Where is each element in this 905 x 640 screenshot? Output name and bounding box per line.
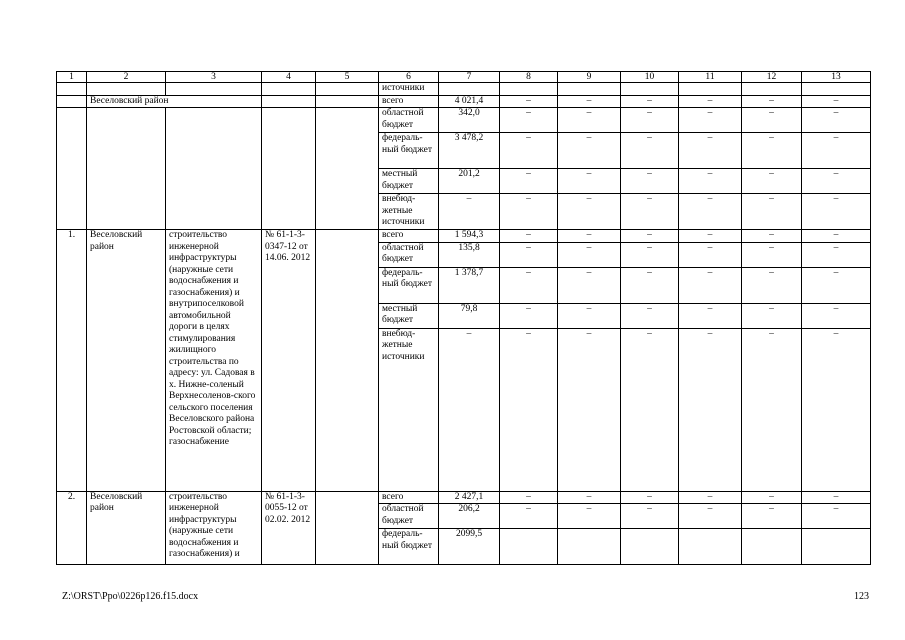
- footer-page-number: 123: [854, 591, 869, 602]
- source-cell: федераль-ный бюджет: [379, 267, 439, 303]
- empty-cell: [262, 108, 316, 230]
- value-cell: 3 478,2: [439, 133, 500, 169]
- dash-cell: –: [500, 108, 558, 133]
- empty-cell: [87, 83, 166, 96]
- item-row: [57, 230, 871, 243]
- dash-cell: –: [621, 242, 679, 267]
- dash-cell: –: [621, 95, 679, 108]
- source-cell: всего: [379, 230, 439, 243]
- dash-cell: –: [679, 267, 742, 303]
- empty-cell: [87, 108, 166, 230]
- dash-cell: –: [742, 95, 802, 108]
- dash-cell: –: [742, 169, 802, 194]
- empty-cell: [316, 491, 379, 565]
- value-cell: 135,8: [439, 242, 500, 267]
- value-cell: 2099,5: [439, 529, 500, 565]
- district-name: Веселовский район: [87, 95, 262, 108]
- dash-cell: –: [802, 267, 871, 303]
- empty-cell: [621, 83, 679, 96]
- empty-cell: [802, 529, 871, 565]
- dash-cell: –: [558, 303, 621, 328]
- dash-cell: –: [742, 491, 802, 504]
- dash-cell: –: [679, 169, 742, 194]
- empty-cell: [166, 108, 262, 230]
- dash-cell: –: [679, 328, 742, 491]
- source-cell: всего: [379, 95, 439, 108]
- source-cell: федераль-ный бюджет: [379, 133, 439, 169]
- dash-cell: –: [621, 194, 679, 230]
- empty-cell: [621, 529, 679, 565]
- item-document: № 61-1-3-0347-12 от 14.06. 2012: [262, 230, 316, 492]
- dash-cell: –: [802, 328, 871, 491]
- value-cell: 2 427,1: [439, 491, 500, 504]
- empty-cell: [742, 529, 802, 565]
- item-object: строительство инженерной инфраструктуры (наружные сети водоснабжения и газоснабжения) и внутрипоселковой автомобильной дороги в целях стимулирования жилищного строительства по адресу: ул. Садовая в х. Нижне-соленый Верхнесоленов-ского сельского поселения Веселовского района Ростовской области; газоснабжение: [166, 230, 262, 492]
- value-cell: 342,0: [439, 108, 500, 133]
- value-cell: –: [439, 194, 500, 230]
- dash-cell: –: [802, 133, 871, 169]
- continuation-row: [57, 83, 871, 96]
- item-row: [57, 491, 871, 504]
- dash-cell: –: [500, 230, 558, 243]
- dash-cell: –: [500, 491, 558, 504]
- dash-cell: –: [679, 491, 742, 504]
- dash-cell: –: [500, 95, 558, 108]
- column-header: 6: [379, 72, 439, 83]
- dash-cell: –: [621, 328, 679, 491]
- column-header: 2: [87, 72, 166, 83]
- empty-cell: [316, 95, 379, 108]
- empty-cell: [316, 108, 379, 230]
- item-object: строительство инженерной инфраструктуры (наружные сети водоснабжения и газоснабжения) и: [166, 491, 262, 565]
- dash-cell: –: [558, 95, 621, 108]
- value-cell: 206,2: [439, 504, 500, 529]
- value-cell: –: [439, 328, 500, 491]
- empty-cell: [262, 95, 316, 108]
- empty-cell: [500, 83, 558, 96]
- dash-cell: –: [621, 108, 679, 133]
- dash-cell: –: [558, 504, 621, 529]
- column-header: 1: [57, 72, 87, 83]
- source-cell: областной бюджет: [379, 504, 439, 529]
- column-header: 3: [166, 72, 262, 83]
- empty-cell: [679, 83, 742, 96]
- dash-cell: –: [558, 133, 621, 169]
- value-cell: 79,8: [439, 303, 500, 328]
- column-header: 13: [802, 72, 871, 83]
- source-cell: местный бюджет: [379, 303, 439, 328]
- dash-cell: –: [621, 504, 679, 529]
- value-cell: 201,2: [439, 169, 500, 194]
- empty-cell: [439, 83, 500, 96]
- empty-cell: [500, 529, 558, 565]
- dash-cell: –: [558, 328, 621, 491]
- empty-cell: [57, 83, 87, 96]
- dash-cell: –: [500, 133, 558, 169]
- dash-cell: –: [558, 491, 621, 504]
- dash-cell: –: [500, 303, 558, 328]
- dash-cell: –: [500, 242, 558, 267]
- district-row: [57, 108, 871, 133]
- empty-cell: [316, 83, 379, 96]
- empty-cell: [166, 83, 262, 96]
- dash-cell: –: [621, 133, 679, 169]
- dash-cell: –: [679, 194, 742, 230]
- column-header: 8: [500, 72, 558, 83]
- dash-cell: –: [802, 303, 871, 328]
- district-row: [57, 95, 871, 108]
- dash-cell: –: [742, 328, 802, 491]
- column-header: 5: [316, 72, 379, 83]
- dash-cell: –: [621, 303, 679, 328]
- dash-cell: –: [558, 169, 621, 194]
- dash-cell: –: [558, 194, 621, 230]
- item-place: Веселовский район: [87, 491, 166, 565]
- empty-cell: [57, 95, 87, 108]
- empty-cell: [802, 83, 871, 96]
- item-document: № 61-1-3-0055-12 от 02.02. 2012: [262, 491, 316, 565]
- column-header: 7: [439, 72, 500, 83]
- dash-cell: –: [802, 95, 871, 108]
- dash-cell: –: [621, 169, 679, 194]
- empty-cell: [679, 529, 742, 565]
- dash-cell: –: [558, 242, 621, 267]
- column-header: 11: [679, 72, 742, 83]
- dash-cell: –: [742, 242, 802, 267]
- source-cell: всего: [379, 491, 439, 504]
- value-cell: 1 594,3: [439, 230, 500, 243]
- source-cell: источники: [379, 83, 439, 96]
- source-cell: внебюд-жетные источники: [379, 194, 439, 230]
- dash-cell: –: [558, 230, 621, 243]
- dash-cell: –: [500, 169, 558, 194]
- column-header: 9: [558, 72, 621, 83]
- source-cell: местный бюджет: [379, 169, 439, 194]
- dash-cell: –: [802, 491, 871, 504]
- item-place: Веселовский район: [87, 230, 166, 492]
- dash-cell: –: [500, 194, 558, 230]
- dash-cell: –: [679, 108, 742, 133]
- dash-cell: –: [742, 230, 802, 243]
- dash-cell: –: [500, 504, 558, 529]
- dash-cell: –: [679, 242, 742, 267]
- column-header: 10: [621, 72, 679, 83]
- dash-cell: –: [802, 194, 871, 230]
- dash-cell: –: [802, 108, 871, 133]
- dash-cell: –: [558, 108, 621, 133]
- dash-cell: –: [621, 267, 679, 303]
- dash-cell: –: [742, 108, 802, 133]
- item-number: 1.: [57, 230, 87, 492]
- source-cell: внебюд-жетные источники: [379, 328, 439, 491]
- value-cell: 1 378,7: [439, 267, 500, 303]
- empty-cell: [262, 83, 316, 96]
- dash-cell: –: [558, 267, 621, 303]
- dash-cell: –: [742, 133, 802, 169]
- dash-cell: –: [742, 504, 802, 529]
- dash-cell: –: [679, 230, 742, 243]
- budget-table: [56, 71, 871, 565]
- footer-file-path: Z:\ORST\Ppo\0226p126.f15.docx: [62, 591, 199, 602]
- dash-cell: –: [679, 133, 742, 169]
- empty-cell: [57, 108, 87, 230]
- source-cell: федераль-ный бюджет: [379, 529, 439, 565]
- dash-cell: –: [621, 491, 679, 504]
- table-body: [57, 72, 871, 565]
- empty-cell: [558, 529, 621, 565]
- dash-cell: –: [802, 230, 871, 243]
- column-header: 4: [262, 72, 316, 83]
- empty-cell: [316, 230, 379, 492]
- source-cell: областной бюджет: [379, 108, 439, 133]
- item-number: 2.: [57, 491, 87, 565]
- dash-cell: –: [802, 169, 871, 194]
- dash-cell: –: [679, 95, 742, 108]
- dash-cell: –: [679, 303, 742, 328]
- dash-cell: –: [621, 230, 679, 243]
- dash-cell: –: [500, 328, 558, 491]
- header-row: [57, 72, 871, 83]
- source-cell: областной бюджет: [379, 242, 439, 267]
- empty-cell: [742, 83, 802, 96]
- dash-cell: –: [802, 504, 871, 529]
- dash-cell: –: [742, 194, 802, 230]
- dash-cell: –: [802, 242, 871, 267]
- column-header: 12: [742, 72, 802, 83]
- dash-cell: –: [742, 303, 802, 328]
- value-cell: 4 021,4: [439, 95, 500, 108]
- empty-cell: [558, 83, 621, 96]
- dash-cell: –: [679, 504, 742, 529]
- dash-cell: –: [500, 267, 558, 303]
- dash-cell: –: [742, 267, 802, 303]
